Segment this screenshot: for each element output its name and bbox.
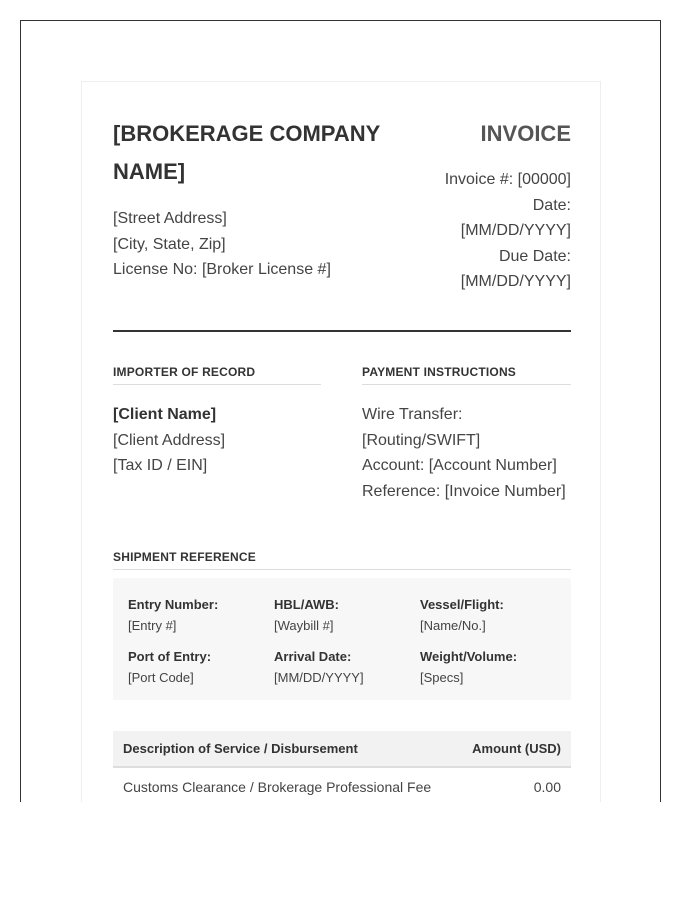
shipment-field-weight-volume (420, 648, 560, 686)
shipment-field-label: Arrival Date: (274, 649, 352, 664)
company-address-block (113, 206, 413, 283)
invoice-page (81, 81, 601, 802)
column-header-amount: Amount (USD) (457, 731, 571, 767)
importer-details (113, 402, 321, 479)
shipment-field-value: [MM/DD/YYYY] (274, 670, 364, 685)
services-table (113, 731, 571, 802)
client-address: [Client Address] (113, 431, 226, 449)
service-description: Customs Clearance / Brokerage Professional Fee (123, 778, 432, 795)
shipment-field-port-of-entry (128, 648, 268, 686)
invoice-meta-block (411, 167, 571, 295)
company-name: [BROKERAGE COMPANY NAME] (113, 121, 380, 184)
invoice-date-value: [MM/DD/YYYY] (460, 222, 571, 239)
importer-section (113, 365, 321, 479)
shipment-field-label: Vessel/Flight: (420, 597, 504, 612)
payment-details (362, 402, 571, 504)
payment-line-account: Account: [Account Number] (362, 457, 557, 474)
shipment-field-hbl-awb (274, 596, 414, 634)
company-license: License No: [Broker License #] (113, 261, 331, 278)
invoice-title: INVOICE (480, 121, 571, 146)
services-table-header-row (113, 731, 571, 767)
service-amount: 0.00 (533, 778, 561, 795)
payment-line-reference: Reference: [Invoice Number] (362, 482, 566, 500)
invoice-number: Invoice #: [00000] (444, 171, 571, 188)
shipment-field-arrival-date (274, 648, 414, 686)
importer-heading: IMPORTER OF RECORD (113, 365, 321, 385)
payment-heading: PAYMENT INSTRUCTIONS (362, 365, 571, 385)
shipment-section (113, 550, 571, 570)
shipment-field-value: [Entry #] (128, 618, 177, 633)
client-tax-id: [Tax ID / EIN] (113, 457, 208, 474)
payment-line-routing: [Routing/SWIFT] (362, 431, 481, 449)
shipment-field-entry-number (128, 596, 268, 634)
invoice-due-label: Due Date: (498, 247, 571, 265)
shipment-reference-box (113, 578, 571, 700)
shipment-field-label: HBL/AWB: (274, 597, 339, 612)
header-divider (113, 330, 571, 332)
shipment-field-value: [Name/No.] (420, 618, 486, 633)
shipment-field-value: [Waybill #] (274, 618, 334, 633)
shipment-heading: SHIPMENT REFERENCE (113, 550, 571, 570)
shipment-field-value: [Specs] (420, 670, 464, 685)
shipment-field-vessel-flight (420, 596, 560, 634)
company-city-state-zip: [City, State, Zip] (113, 235, 226, 253)
payment-section (362, 365, 571, 504)
shipment-field-label: Entry Number: (128, 597, 219, 612)
company-street: [Street Address] (113, 210, 227, 227)
shipment-field-value: [Port Code] (128, 670, 194, 685)
payment-line-wire: Wire Transfer: (362, 406, 463, 423)
invoice-due-value: [MM/DD/YYYY] (460, 273, 571, 290)
shipment-field-label: Port of Entry: (128, 649, 212, 664)
invoice-date-label: Date: (532, 196, 571, 214)
table-row (113, 767, 571, 802)
client-name: [Client Name] (113, 406, 217, 423)
document-frame (20, 20, 661, 802)
column-header-description: Description of Service / Disbursement (113, 731, 457, 767)
shipment-field-label: Weight/Volume: (420, 649, 518, 664)
